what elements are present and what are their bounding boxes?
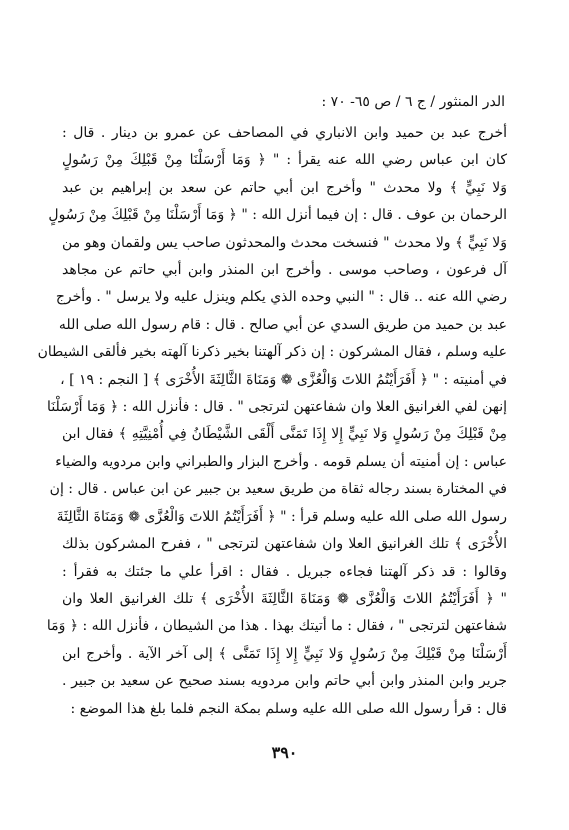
text-line: مِنْ قَبْلِكَ مِنْ رَسُولٍ وَلا نَبِيٍّ إِلا إِذَا تَمَنَّى أَلْقَى الشَّيْطَانُ فِي أُمْنِيَّتِهِ ﴾ فقال ابن (62, 426, 507, 443)
text-line: قال : قرأ رسول الله صلى الله عليه وسلم بمكة النجم فلما بلغ هذا الموضع : (70, 700, 507, 717)
text-line: رسول الله صلى الله عليه وسلم قرأ : " ﴿ أَفَرَأَيْتُمُ اللاتَ وَالْعُزَّى ❁ وَمَنَاةَ الثَّالِثَةَ (56, 508, 507, 525)
text-line: وَلا نَبِيٍّ ﴾ ولا محدث " فنسخت محدث والمحدثون صاحب يس ولقمان وهو من (62, 234, 507, 251)
text-line: عباس : إن أمنيته أن يسلم قومه . وأخرج البزار والطبراني وابن مردويه والضياء (55, 453, 507, 470)
text-line: شفاعتهن لترتجى " ، فقال : ما أتيتك بهذا . هذا من الشيطان ، فأنزل الله : ﴿ وَمَا (46, 618, 507, 635)
source-citation: الدر المنثور / ج ٦ / ص ٦٥- ٧٠ : (321, 94, 505, 110)
text-line: أَرْسَلْنَا مِنْ قَبْلِكَ مِنْ رَسُولٍ وَلا نَبِيٍّ إِلا إِذَا تَمَنَّى ﴾ إلى آخر الآية . وأخرج ابن (62, 645, 507, 662)
text-line: الأُخْرَى ﴾ تلك الغرانيق العلا وان شفاعتهن لترتجى " ، ففرح المشركون بذلك (62, 536, 507, 553)
text-line: في أمنيته : " ﴿ أَفَرَأَيْتُمُ اللاتَ وَالْعُزَّى ❁ وَمَنَاةَ الثَّالِثَةَ الأُخْرَى ﴾ [ النجم : ١٩ ] ، (60, 371, 507, 388)
page-number: ٣٩٠ (271, 743, 298, 762)
text-line: آل فرعون ، وصاحب موسى . وأخرج ابن المنذر وابن أبي حاتم عن مجاهد (62, 262, 507, 279)
body-text (37, 120, 507, 723)
text-line: رضي الله عنه .. قال : " النبي وحده الذي يكلم وينزل عليه ولا يرسل " . وأخرج (55, 289, 507, 306)
text-line: أخرج عبد بن حميد وابن الانباري في المصاحف عن عمرو بن دينار . قال : (62, 125, 507, 141)
text-line: إنهن لفي الغرانيق العلا وان شفاعتهن لترتجى " . قال : فأنزل الله : ﴿ وَمَا أَرْسَلْنَا (47, 399, 507, 416)
text-line: الرحمان بن عوف . قال : إن فيما أنزل الله : " ﴿ وَمَا أَرْسَلْنَا مِنْ قَبْلِكَ مِنْ رَسُولٍ (48, 207, 507, 224)
text-line: عبد بن حميد من طريق السدي عن أبي صالح . قال : قام رسول الله صلى الله (58, 316, 507, 333)
text-line: كان ابن عباس رضي الله عنه يقرأ : " ﴿ وَمَا أَرْسَلْنَا مِنْ قَبْلِكَ مِنْ رَسُولٍ (62, 152, 507, 169)
text-line: عليه وسلم ، فقال المشركون : إن ذكر آلهتنا بخير ذكرنا آلهته بخير فألقى الشيطان (37, 344, 507, 361)
text-line: في المختارة بسند رجاله ثقاة من طريق سعيد بن جبير عن ابن عباس . قال : إن (49, 481, 507, 498)
text-line: وَلا نَبِيٍّ ﴾ ولا محدث " وأخرج ابن أبي حاتم عن سعد بن إبراهيم بن عبد (62, 179, 507, 196)
text-line: جرير وابن المنذر وابن أبي حاتم وابن مردويه بسند صحيح عن سعيد بن جبير . (62, 673, 507, 690)
text-line: وقالوا : قد ذكر آلهتنا فجاءه جبريل . فقال : اقرأ علي ما جئتك به فقرأ : (62, 563, 507, 580)
text-line: " ﴿ أَفَرَأَيْتُمُ اللاتَ وَالْعُزَّى ❁ وَمَنَاةَ الثَّالِثَةَ الأُخْرَى ﴾ تلك الغرانيق العلا وان (62, 590, 507, 607)
